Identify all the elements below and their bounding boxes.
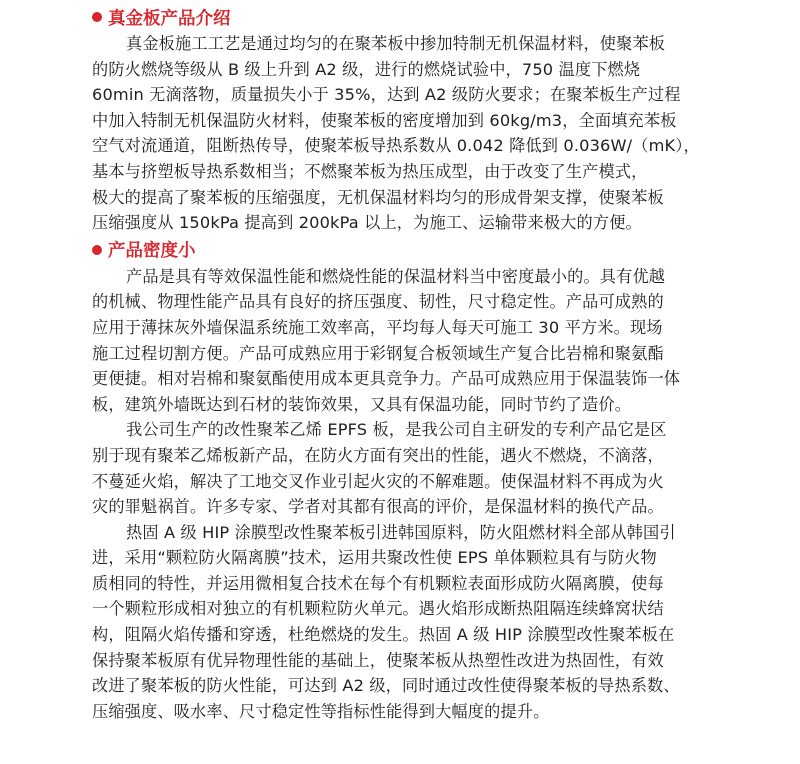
paragraph-epfs bbox=[92, 417, 732, 519]
paragraph-line: 进，采用“颗粒防火隔离膜”技术，运用共聚改性使 EPS 单体颗粒具有与防火物 bbox=[92, 548, 657, 568]
section-title: 真金板产品介绍 bbox=[108, 8, 231, 29]
paragraph-line: 空气对流通道，阻断热传导，使聚苯板导热系数从 0.042 降低到 0.036W/（mK）， bbox=[92, 136, 700, 156]
paragraph-line: 一个颗粒形成相对独立的有机颗粒防火单元。遇火焰形成断热阻隔连续蜂窝状结 bbox=[92, 599, 664, 619]
paragraph-line: 真金板施工工艺是通过均匀的在聚苯板中掺加特制无机保温材料，使聚苯板 bbox=[126, 34, 666, 53]
paragraph-line: 极大的提高了聚苯板的压缩强度，无机保温材料均匀的形成骨架支撑，使聚苯板 bbox=[92, 187, 664, 207]
paragraph-line: 的机械、物理性能产品具有良好的挤压强度、韧性，尺寸稳定性。产品可成熟的 bbox=[92, 292, 664, 312]
paragraph-line: 热固 A 级 HIP 涂膜型改性聚苯板引进韩国原料，防火阻燃材料全部从韩国引 bbox=[126, 522, 676, 542]
paragraph-line: 不蔓延火焰，解决了工地交叉作业引起火灾的不解难题。使保温材料不再成为火 bbox=[92, 471, 664, 491]
paragraph-line: 保持聚苯板原有优异物理性能的基础上，使聚苯板从热塑性改进为热固性，有效 bbox=[92, 650, 664, 670]
red-dot-bullet-icon bbox=[92, 12, 102, 22]
paragraph-line: 60min 无滴落物，质量损失小于 35%，达到 A2 级防火要求；在聚苯板生产过程 bbox=[92, 85, 681, 105]
paragraph-line: 板，建筑外墙既达到石材的装饰效果，又具有保温功能，同时节约了造价。 bbox=[92, 394, 632, 414]
red-dot-bullet-icon bbox=[92, 245, 102, 255]
paragraph-hip bbox=[92, 520, 732, 725]
paragraph-line: 中加入特制无机保温防火材料，使聚苯板的密度增加到 60kg/m3，全面填充苯板 bbox=[92, 110, 677, 130]
paragraph-line: 基本与挤塑板导热系数相当；不燃聚苯板为热压成型，由于改变了生产模式， bbox=[92, 161, 648, 181]
paragraph-line: 别于现有聚苯乙烯板新产品，在防火方面有突出的性能，遇火不燃烧，不滴落， bbox=[92, 445, 664, 465]
paragraph-line: 压缩强度、吸水率、尺寸稳定性等指标性能得到大幅度的提升。 bbox=[92, 701, 550, 721]
section-heading-product-intro bbox=[92, 3, 732, 31]
section-title: 产品密度小 bbox=[108, 241, 196, 262]
paragraph-line: 改进了聚苯板的防火性能，可达到 A2 级，同时通过改性使得聚苯板的导热系数、 bbox=[92, 676, 680, 696]
paragraph-line: 我公司生产的改性聚苯乙烯 EPFS 板，是我公司自主研发的专利产品它是区 bbox=[126, 420, 667, 440]
paragraph-intro bbox=[92, 31, 732, 236]
section-heading-low-density bbox=[92, 236, 732, 264]
paragraph-line: 更便捷。相对岩棉和聚氨酯使用成本更具竞争力。产品可成熟应用于保温装饰一体 bbox=[92, 369, 681, 389]
paragraph-line: 产品是具有等效保温性能和燃烧性能的保温材料当中密度最小的。具有优越 bbox=[126, 266, 666, 286]
paragraph-line: 应用于薄抹灰外墙保温系统施工效率高，平均每人每天可施工 30 平方米。现场 bbox=[92, 317, 663, 337]
paragraph-line: 灾的罪魁祸首。许多专家、学者对其都有很高的评价，是保温材料的换代产品。 bbox=[92, 497, 664, 517]
paragraph-line: 的防火燃烧等级从 B 级上升到 A2 级，进行的燃烧试验中，750 温度下燃烧 bbox=[92, 59, 641, 79]
paragraph-density bbox=[92, 264, 732, 418]
paragraph-line: 施工过程切割方便。产品可成熟应用于彩钢复合板领域生产复合比岩棉和聚氨酯 bbox=[92, 343, 664, 363]
paragraph-line: 构，阻隔火焰传播和穿透，杜绝燃烧的发生。热固 A 级 HIP 涂膜型改性聚苯板在 bbox=[92, 625, 675, 645]
paragraph-line: 质相同的特性，并运用微相复合技术在每个有机颗粒表面形成防火隔离膜，使每 bbox=[92, 573, 664, 593]
document-page bbox=[92, 3, 732, 724]
paragraph-line: 压缩强度从 150kPa 提高到 200kPa 以上，为施工、运输带来极大的方便。 bbox=[92, 213, 642, 233]
